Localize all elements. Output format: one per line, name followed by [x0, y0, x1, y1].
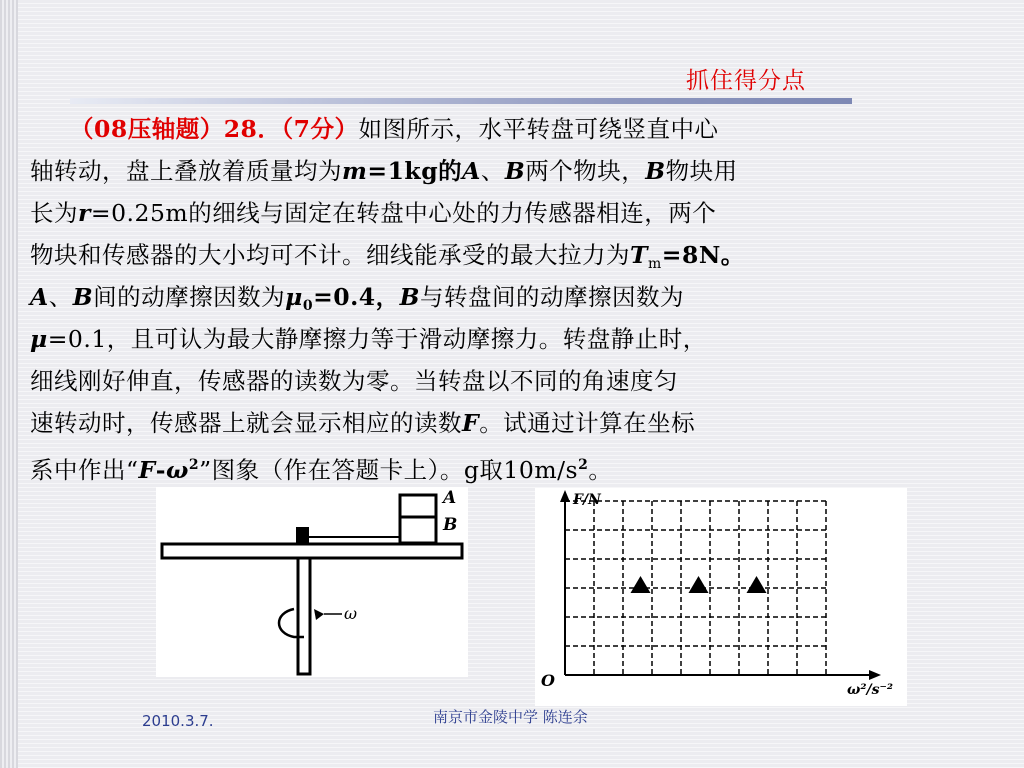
left-decorative-strip — [0, 0, 18, 768]
problem-points: （7分） — [281, 115, 359, 143]
superscript-two: 2 — [578, 457, 589, 473]
symbol-omega: ω — [165, 456, 189, 484]
symbol-a: A — [30, 283, 49, 311]
text-segment: 。试通过计算在坐标 — [479, 409, 696, 437]
triangle-marker — [747, 576, 767, 593]
symbol-t: T — [630, 241, 648, 269]
footer-date: 2010.3.7. — [142, 712, 214, 730]
triangle-marker — [631, 576, 651, 593]
subscript-m: m — [648, 256, 662, 272]
text-segment: 物块用 — [665, 157, 738, 185]
vertical-shaft — [298, 558, 310, 674]
symbol-m: m — [342, 157, 368, 185]
problem-text — [30, 108, 1010, 486]
symbol-b: B — [504, 157, 526, 185]
label-a: A — [443, 488, 457, 508]
symbol-f: F — [462, 409, 480, 437]
coordinate-grid — [535, 488, 907, 706]
problem-line-5 — [30, 276, 1010, 318]
coordinate-grid-figure — [535, 488, 907, 706]
text-segment: =8N。 — [661, 241, 745, 269]
turntable-disc — [162, 544, 462, 558]
problem-line-8 — [30, 402, 1010, 444]
label-omega: ω — [344, 604, 358, 623]
grid-markers — [631, 576, 767, 593]
problem-line-1 — [30, 108, 1010, 150]
slide-title: 抓住得分点 — [686, 68, 806, 94]
label-b: B — [443, 515, 458, 535]
text-segment: 。 — [588, 456, 613, 484]
problem-line-3 — [30, 192, 1010, 234]
title-divider — [70, 98, 852, 104]
text-segment: 与转盘间的动摩擦因数为 — [420, 283, 685, 311]
text-segment: - — [155, 456, 166, 484]
symbol-b: B — [399, 283, 421, 311]
text-segment: 两个物块， — [525, 157, 646, 185]
symbol-a: A — [462, 157, 481, 185]
symbol-mu: μ — [285, 283, 303, 311]
symbol-f: F — [138, 456, 156, 484]
turntable-figure — [156, 487, 468, 677]
text-segment: 系中作出“ — [30, 456, 139, 484]
superscript-two: 2 — [188, 457, 200, 473]
problem-line-4 — [30, 234, 1010, 276]
text-segment: 、 — [480, 157, 505, 185]
text-segment: 物块和传感器的大小均可不计。细线能承受的最大拉力为 — [30, 241, 630, 269]
turntable-diagram — [156, 487, 468, 677]
block-b — [400, 517, 436, 543]
rotation-arrowhead — [314, 609, 324, 620]
text-segment: 速转动时，传感器上就会显示相应的读数 — [30, 409, 462, 437]
symbol-b: B — [72, 283, 94, 311]
problem-line-2 — [30, 150, 1010, 192]
origin-label: O — [541, 671, 555, 690]
footer-school: 南京市金陵中学 陈连余 — [433, 708, 588, 726]
x-axis-label: ω²/s⁻² — [847, 682, 893, 698]
y-axis-label: F/N — [573, 492, 601, 508]
text-segment: =1kg的 — [367, 157, 463, 185]
problem-line-9 — [30, 444, 1010, 486]
force-sensor — [296, 527, 309, 544]
text-segment: 间的动摩擦因数为 — [93, 283, 286, 311]
problem-line-6 — [30, 318, 1010, 360]
problem-number: 28． — [223, 115, 282, 143]
text-segment: 、 — [48, 283, 73, 311]
text-segment: =0.4， — [313, 283, 400, 311]
text-segment: 细线刚好伸直，传感器的读数为零。当转盘以不同的角速度匀 — [30, 367, 678, 395]
symbol-b: B — [645, 157, 666, 185]
block-a — [400, 495, 436, 517]
text-segment: 如图所示，水平转盘可绕竖直中心 — [358, 115, 719, 143]
y-axis-arrowhead — [560, 490, 570, 502]
problem-line-7 — [30, 360, 1010, 402]
subscript-zero: 0 — [302, 298, 314, 314]
symbol-r: r — [78, 199, 91, 227]
problem-source: （08压轴题） — [70, 115, 224, 143]
text-segment: 轴转动，盘上叠放着质量均为 — [30, 157, 342, 185]
text-segment: =0.1，且可认为最大静摩擦力等于滑动摩擦力。转盘静止时， — [47, 325, 707, 353]
text-segment: ”图象（作在答题卡上）。g取10m/s — [199, 456, 579, 484]
text-segment: =0.25m的细线与固定在转盘中心处的力传感器相连，两个 — [90, 199, 717, 227]
text-segment: 长为 — [30, 199, 78, 227]
triangle-marker — [689, 576, 709, 593]
x-axis-arrowhead — [869, 670, 881, 680]
symbol-mu: μ — [30, 325, 48, 353]
